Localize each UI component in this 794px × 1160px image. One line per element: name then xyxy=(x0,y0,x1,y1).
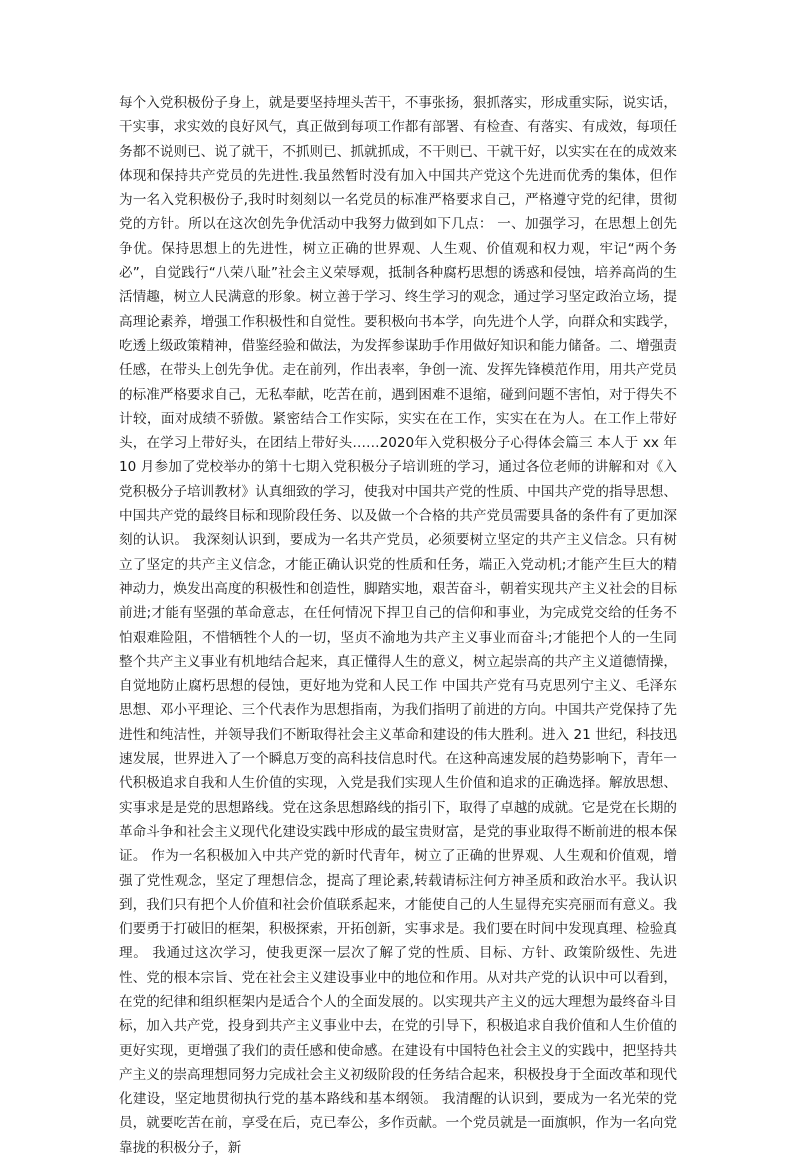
body-text: 每个入党积极份子身上，就是要坚持埋头苦干，不事张扬，狠抓落实，形成重实际，说实话，干实事，求实效的良好风气，真正做到每项工作都有部署、有检查、有落实、有成效，每项任务都不说则已、说了就干，不抓则已、抓就抓成，不干则已、干就干好，以实实在在的成效来体现和保持共产党员的先进性.我虽然暂时没有加入中国共产党这个先进而优秀的集体，但作为一名入党积极份子,我时时刻刻以一名党员的标准严格要求自己，严格遵守党的纪律，贯彻党的方针。所以在这次创先争优活动中我努力做到如下几点： 一、加强学习，在思想上创先争优。保持思想上的先进性，树立正确的世界观、人生观、价值观和权力观，牢记“两个务必”，自觉践行“八荣八耻”社会主义荣辱观，抵制各种腐朽思想的诱惑和侵蚀，培养高尚的生活情趣，树立人民满意的形象。树立善于学习、终生学习的观念，通过学习坚定政治立场，提高理论素养，增强工作积极性和自觉性。要积极向书本学，向先进个人学，向群众和实践学，吃透上级政策精神，借鉴经验和做法，为发挥参谋助手作用做好知识和能力储备。二、增强责任感，在带头上创先争优。走在前列，作出表率，争创一流、发挥先锋模范作用，用共产党员的标准严格要求自己，无私奉献，吃苦在前，遇到困难不退缩，碰到问题不害怕，对于得失不计较，面对成绩不骄傲。紧密结合工作实际，实实在在工作，实实在在为人。在工作上带好头，在学习上带好头，在团结上带好头……2020年入党积极分子心得体会篇三 本人于 xx 年 10 月参加了党校举办的第十七期入党积极分子培训班的学习，通过各位老师的讲解和对《入党积极分子培训教材》认真细致的学习，使我对中国共产党的性质、中国共产党的指导思想、中国共产党的最终目标和现阶段任务、以及做一个合格的共产党员需要具备的条件有了更加深刻的认识。 我深刻认识到，要成为一名共产党员，必须要树立坚定的共产主义信念。只有树立了坚定的共产主义信念，才能正确认识党的性质和任务，端正入党动机;才能产生巨大的精神动力，焕发出高度的积极性和创造性，脚踏实地，艰苦奋斗，朝着实现共产主义社会的目标前进;才能有坚强的革命意志，在任何情况下捍卫自己的信仰和事业，为完成党交给的任务不怕艰难险阻，不惜牺牲个人的一切，坚贞不渝地为共产主义事业而奋斗;才能把个人的一生同整个共产主义事业有机地结合起来，真正懂得人生的意义，树立起崇高的共产主义道德情操，自觉地防止腐朽思想的侵蚀，更好地为党和人民工作 中国共产党有马克思列宁主义、毛泽东思想、邓小平理论、三个代表作为思想指南，为我们指明了前进的方向。中国共产党保持了先进性和纯洁性，并领导我们不断取得社会主义革命和建设的伟大胜利。进入 21 世纪，科技迅速发展，世界进入了一个瞬息万变的高科技信息时代。在这种高速发展的趋势影响下，青年一代积极追求自我和人生价值的实现，入党是我们实现人生价值和追求的正确选择。解放思想、实事求是是党的思想路线。党在这条思想路线的指引下，取得了卓越的成就。它是党在长期的革命斗争和社会主义现代化建设实践中形成的最宝贵财富，是党的事业取得不断前进的根本保证。 作为一名积极加入中共产党的新时代青年，树立了正确的世界观、人生观和价值观，增强了党性观念，坚定了理想信念，提高了理论素,转载请标注何方神圣质和政治水平。我认识到，我们只有把个人价值和社会价值联系起来，才能使自己的人生显得充实亮丽而有意义。我们要勇于打破旧的框架，积极探索，开拓创新，实事求是。我们要在时间中发现真理、检验真理。 我通过这次学习，使我更深一层次了解了党的性质、目标、方针、政策阶级性、先进性、党的根本宗旨、党在社会主义建设事业中的地位和作用。从对共产党的认识中可以看到，在党的纪律和组织框架内是适合个人的全面发展的。以实现共产主义的远大理想为最终奋斗目标，加入共产党，投身到共产主义事业中去，在党的引导下，积极追求自我价值和人生价值的更好实现，更增强了我们的责任感和使命感。在建设有中国特色社会主义的实践中，把坚持共产主义的崇高理想同努力完成社会主义初级阶段的任务结合起来，积极投身于全面改革和现代化建设，坚定地贯彻执行党的基本路线和基本纲领。 我清醒的认识到，要成为一名光荣的党员，就要吃苦在前，享受在后，克已奉公，多作贡献。一个党员就是一面旗帜，作为一名向党靠拢的积极分子，新 xyxy=(119,95,677,1156)
document-page xyxy=(119,91,677,1156)
